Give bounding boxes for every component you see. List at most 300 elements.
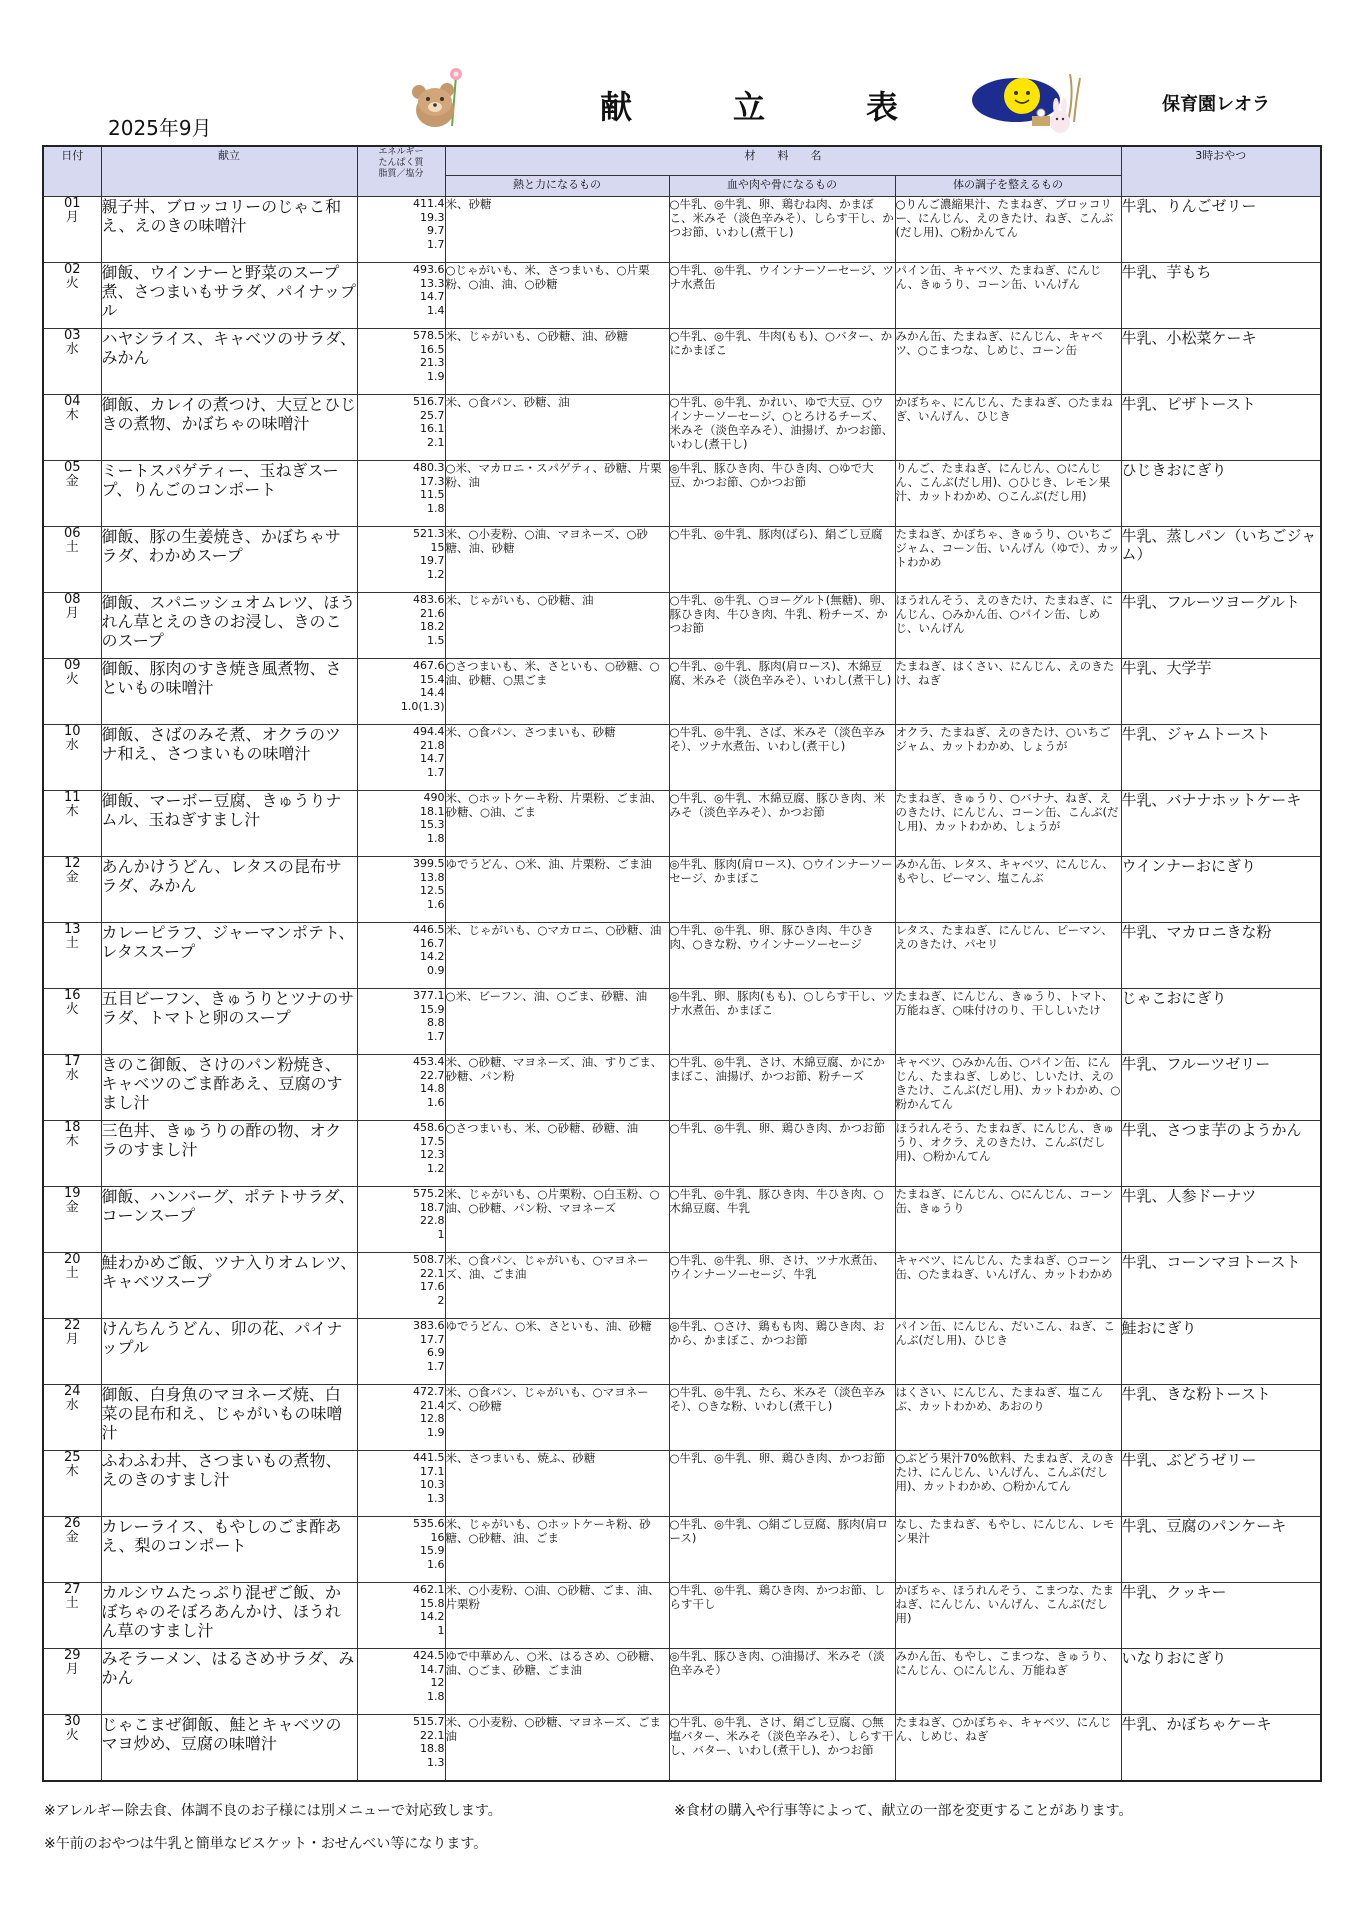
body-foods: ○牛乳、◎牛乳、さけ、木綿豆腐、かにかまぼこ、油揚げ、かつお節、粉チーズ [669, 1055, 895, 1121]
nutrition-value: 15 [430, 540, 445, 554]
body-foods: ○牛乳、◎牛乳、豚肉(肩ロース)、木綿豆腐、米みそ（淡色辛みそ）、いわし(煮干し) [669, 659, 895, 725]
header-body-foods: 血や肉や骨になるもの [669, 176, 895, 197]
table-row [43, 989, 1321, 1055]
afternoon-snack: 牛乳、マカロニきな粉 [1121, 923, 1321, 989]
nutrition-value: 494.4 [413, 725, 445, 738]
table-row [43, 1451, 1321, 1517]
date-cell [43, 527, 101, 593]
nutrition-value: 14.7 [420, 1662, 445, 1676]
nutrition-value: 508.7 [413, 1253, 445, 1266]
nutrition-cell [357, 1517, 445, 1583]
nutrition-value: 15.9 [420, 1002, 445, 1016]
condition-foods: かぼちゃ、ほうれんそう、こまつな、たまねぎ、にんじん、いんげん、こんぶ(だし用) [895, 1583, 1121, 1649]
energy-foods: 米、じゃがいも、○砂糖、油 [445, 593, 669, 659]
nutrition-cell [357, 1385, 445, 1451]
day-number: 25 [63, 1450, 81, 1465]
weekday: 水 [65, 1068, 79, 1083]
menu-dishes: あんかけうどん、レタスの昆布サラダ、みかん [101, 857, 357, 923]
body-foods: ○牛乳、◎牛乳、たら、米みそ（淡色辛みそ）、○きな粉、いわし(煮干し) [669, 1385, 895, 1451]
date-cell [43, 1517, 101, 1583]
condition-foods: パイン缶、キャベツ、たまねぎ、にんじん、きゅうり、コーン缶、いんげん [895, 263, 1121, 329]
nutrition-cell [357, 197, 445, 263]
condition-foods: ○ぶどう果汁70%飲料、たまねぎ、えのきたけ、にんじん、いんげん、こんぶ(だし用)、カットわかめ、○粉かんてん [895, 1451, 1121, 1517]
weekday: 月 [65, 1662, 79, 1677]
body-foods: ○牛乳、◎牛乳、卵、さけ、ツナ水煮缶、ウインナーソーセージ、牛乳 [669, 1253, 895, 1319]
nutrition-value: 0.9 [427, 963, 445, 977]
condition-foods: なし、たまねぎ、もやし、にんじん、レモン果汁 [895, 1517, 1121, 1583]
table-row [43, 725, 1321, 791]
menu-dishes: 鮭わかめご飯、ツナ入りオムレツ、キャベツスープ [101, 1253, 357, 1319]
nutrition-value: 1.6 [427, 1095, 445, 1109]
nutrition-value: 1.2 [427, 1161, 445, 1175]
table-row [43, 1121, 1321, 1187]
nutrition-value: 18.7 [420, 1200, 445, 1214]
nutrition-value: 1.8 [427, 501, 445, 515]
energy-foods: 米、じゃがいも、○ホットケーキ粉、砂糖、○砂糖、油、ごま [445, 1517, 669, 1583]
nutrition-value: 9.7 [427, 224, 445, 237]
weekday: 木 [65, 408, 79, 423]
nutrition-cell [357, 1319, 445, 1385]
table-row [43, 857, 1321, 923]
nutrition-value: 8.8 [427, 1016, 445, 1029]
nutrition-value: 1.4 [427, 303, 445, 317]
weekday: 金 [65, 870, 79, 885]
body-foods: ○牛乳、◎牛乳、○ヨーグルト(無糖)、卵、豚ひき肉、牛ひき肉、牛乳、粉チーズ、かつお節 [669, 593, 895, 659]
body-foods: ○牛乳、◎牛乳、かれい、ゆで大豆、○ウインナーソーセージ、○とろけるチーズ、米みそ（淡色辛みそ）、油揚げ、かつお節、いわし(煮干し) [669, 395, 895, 461]
menu-dishes: 御飯、豚肉のすき焼き風煮物、さといもの味噌汁 [101, 659, 357, 725]
menu-dishes: 五目ビーフン、きゅうりとツナのサラダ、トマトと卵のスープ [101, 989, 357, 1055]
date-cell [43, 1451, 101, 1517]
table-row [43, 1253, 1321, 1319]
menu-dishes: ふわふわ丼、さつまいもの煮物、えのきのすまし汁 [101, 1451, 357, 1517]
moon-rabbit-illustration [970, 66, 1098, 146]
table-row [43, 263, 1321, 329]
nutrition-value: 21.6 [420, 606, 445, 620]
body-foods: ○牛乳、◎牛乳、鶏ひき肉、かつお節、しらす干し [669, 1583, 895, 1649]
nutrition-value: 12 [430, 1676, 445, 1689]
nutrition-value: 14.8 [420, 1082, 445, 1095]
nutrition-value: 17.5 [420, 1134, 445, 1148]
date-cell [43, 1583, 101, 1649]
afternoon-snack: 牛乳、芋もち [1121, 263, 1321, 329]
body-foods: ○牛乳、◎牛乳、豚ひき肉、牛ひき肉、○木綿豆腐、牛乳 [669, 1187, 895, 1253]
date-cell [43, 791, 101, 857]
title-char: 立 [732, 88, 767, 126]
table-row [43, 1385, 1321, 1451]
day-number: 24 [63, 1384, 81, 1399]
nutrition-value: 535.6 [413, 1517, 445, 1530]
condition-foods: はくさい、にんじん、たまねぎ、塩こんぶ、カットわかめ、あおのり [895, 1385, 1121, 1451]
table-row [43, 1319, 1321, 1385]
nutrition-value: 1.9 [427, 369, 445, 383]
day-number: 16 [63, 988, 81, 1003]
afternoon-snack: 牛乳、きな粉トースト [1121, 1385, 1321, 1451]
nutrition-value: 2 [437, 1293, 445, 1307]
date-cell [43, 659, 101, 725]
date-cell [43, 263, 101, 329]
energy-foods: 米、○食パン、砂糖、油 [445, 395, 669, 461]
nutrition-value: 377.1 [413, 989, 445, 1002]
nutrition-value: 18.2 [420, 620, 445, 633]
afternoon-snack: いなりおにぎり [1121, 1649, 1321, 1715]
nutrition-cell [357, 989, 445, 1055]
date-cell [43, 1253, 101, 1319]
body-foods: ◎牛乳、豚肉(肩ロース)、○ウインナーソーセージ、かまぼこ [669, 857, 895, 923]
menu-dishes: カレーピラフ、ジャーマンポテト、レタススープ [101, 923, 357, 989]
date-cell [43, 1319, 101, 1385]
menu-dishes: 御飯、豚の生姜焼き、かぼちゃサラダ、わかめスープ [101, 527, 357, 593]
table-row [43, 1055, 1321, 1121]
body-foods: ○牛乳、◎牛乳、卵、鶏ひき肉、かつお節 [669, 1121, 895, 1187]
nutrition-value: 453.4 [413, 1055, 445, 1068]
nutrition-value: 1.7 [427, 1359, 445, 1373]
nutrition-value: 14.7 [420, 752, 445, 765]
energy-foods: ○さつまいも、米、さといも、○砂糖、○油、砂糖、○黒ごま [445, 659, 669, 725]
table-row [43, 461, 1321, 527]
table-row [43, 395, 1321, 461]
energy-foods: 米、○食パン、じゃがいも、○マヨネーズ、油、ごま油 [445, 1253, 669, 1319]
weekday: 水 [65, 342, 79, 357]
nutrition-value: 16.7 [420, 936, 445, 950]
table-row [43, 197, 1321, 263]
weekday: 木 [65, 1134, 79, 1149]
day-number: 13 [63, 922, 81, 937]
nutrition-value: 483.6 [413, 593, 445, 606]
nutrition-value: 15.4 [420, 672, 445, 686]
menu-dishes: カレーライス、もやしのごま酢あえ、梨のコンポート [101, 1517, 357, 1583]
nutrition-value: 15.3 [420, 818, 445, 831]
condition-foods: ○りんご濃縮果汁、たまねぎ、ブロッコリー、にんじん、えのきたけ、ねぎ、こんぶ(だし用)、○粉かんてん [895, 197, 1121, 263]
nutrition-value: 22.7 [420, 1068, 445, 1082]
header-snack: 3時おやつ [1121, 146, 1321, 197]
weekday: 金 [65, 474, 79, 489]
body-foods: ○牛乳、◎牛乳、卵、鶏むね肉、かまぼこ、米みそ（淡色辛みそ）、しらす干し、かつお節、いわし(煮干し) [669, 197, 895, 263]
day-number: 03 [63, 328, 81, 343]
energy-foods: 米、○砂糖、マヨネーズ、油、すりごま、砂糖、パン粉 [445, 1055, 669, 1121]
date-cell [43, 989, 101, 1055]
day-number: 30 [63, 1714, 81, 1729]
nutrition-value: 25.7 [420, 408, 445, 422]
day-number: 09 [63, 658, 81, 673]
nutrition-value: 399.5 [413, 857, 445, 870]
energy-foods: 米、砂糖 [445, 197, 669, 263]
nutrition-value: 493.6 [413, 263, 445, 276]
nutrition-cell [357, 593, 445, 659]
day-number: 12 [63, 856, 81, 871]
menu-dishes: 御飯、カレイの煮つけ、大豆とひじきの煮物、かぼちゃの味噌汁 [101, 395, 357, 461]
afternoon-snack: 牛乳、かぼちゃケーキ [1121, 1715, 1321, 1782]
afternoon-snack: 牛乳、フルーツヨーグルト [1121, 593, 1321, 659]
nutrition-value: 462.1 [413, 1583, 445, 1596]
nutrition-value: 16.1 [420, 422, 445, 435]
table-row [43, 923, 1321, 989]
nutrition-value: 16 [430, 1530, 445, 1544]
energy-foods: 米、じゃがいも、○マカロニ、○砂糖、油 [445, 923, 669, 989]
header-nutrition: エネルギー たんぱく質 脂質／塩分 [357, 146, 445, 197]
afternoon-snack: 牛乳、りんごゼリー [1121, 197, 1321, 263]
nutrition-value: 19.3 [420, 210, 445, 224]
nutrition-value: 515.7 [413, 1715, 445, 1728]
nutrition-value: 1.0(1.3) [400, 699, 445, 713]
nutrition-value: 22.1 [420, 1266, 445, 1280]
nutrition-value: 17.3 [420, 474, 445, 488]
body-foods: ◎牛乳、豚ひき肉、牛ひき肉、○ゆで大豆、かつお節、○かつお節 [669, 461, 895, 527]
day-number: 17 [63, 1054, 81, 1069]
nutrition-value: 18.1 [420, 804, 445, 818]
condition-foods: ほうれんそう、たまねぎ、にんじん、きゅうり、オクラ、えのきたけ、こんぶ(だし用)、○粉かんてん [895, 1121, 1121, 1187]
condition-foods: レタス、たまねぎ、にんじん、ピーマン、えのきたけ、パセリ [895, 923, 1121, 989]
day-number: 22 [63, 1318, 81, 1333]
table-row [43, 1715, 1321, 1782]
nutrition-value: 14.2 [420, 1610, 445, 1623]
table-row [43, 1517, 1321, 1583]
date-cell [43, 1385, 101, 1451]
school-name: 保育園レオラ [1162, 94, 1270, 115]
nutrition-value: 411.4 [413, 197, 445, 210]
nutrition-value: 14.4 [420, 686, 445, 699]
afternoon-snack: 鮭おにぎり [1121, 1319, 1321, 1385]
condition-foods: たまねぎ、○かぼちゃ、キャベツ、にんじん、しめじ、ねぎ [895, 1715, 1121, 1782]
day-number: 19 [63, 1186, 81, 1201]
menu-dishes: ミートスパゲティー、玉ねぎスープ、りんごのコンポート [101, 461, 357, 527]
body-foods: ○牛乳、◎牛乳、○絹ごし豆腐、豚肉(肩ロース) [669, 1517, 895, 1583]
afternoon-snack: 牛乳、バナナホットケーキ [1121, 791, 1321, 857]
date-cell [43, 197, 101, 263]
menu-dishes: 三色丼、きゅうりの酢の物、オクラのすまし汁 [101, 1121, 357, 1187]
weekday: 火 [65, 1002, 79, 1017]
weekday: 木 [65, 1464, 79, 1479]
nutrition-cell [357, 461, 445, 527]
nutrition-value: 17.1 [420, 1464, 445, 1478]
nutrition-cell [357, 329, 445, 395]
nutrition-value: 490 [423, 791, 445, 804]
afternoon-snack: 牛乳、ピザトースト [1121, 395, 1321, 461]
nutrition-value: 458.6 [413, 1121, 445, 1134]
date-cell [43, 461, 101, 527]
header-condition-foods: 体の調子を整えるもの [895, 176, 1121, 197]
afternoon-snack: 牛乳、大学芋 [1121, 659, 1321, 725]
nutrition-value: 472.7 [413, 1385, 445, 1398]
condition-foods: たまねぎ、はくさい、にんじん、えのきたけ、ねぎ [895, 659, 1121, 725]
weekday: 水 [65, 738, 79, 753]
title-char: 献 [600, 88, 635, 126]
weekday: 土 [65, 540, 79, 555]
day-number: 01 [63, 196, 81, 211]
nutrition-value: 1.6 [427, 1557, 445, 1571]
nutrition-value: 1.8 [427, 1689, 445, 1703]
condition-foods: りんご、たまねぎ、にんじん、○にんじん、こんぶ(だし用)、○ひじき、レモン果汁、カットわかめ、○こんぶ(だし用) [895, 461, 1121, 527]
header-materials: 材 料 名 [445, 146, 1121, 176]
nutrition-cell [357, 725, 445, 791]
weekday: 土 [65, 1596, 79, 1611]
afternoon-snack: 牛乳、さつま芋のようかん [1121, 1121, 1321, 1187]
nutrition-value: 1.3 [427, 1491, 445, 1505]
afternoon-snack: 牛乳、クッキー [1121, 1583, 1321, 1649]
condition-foods: かぼちゃ、にんじん、たまねぎ、○たまねぎ、いんげん、ひじき [895, 395, 1121, 461]
nutrition-value: 575.2 [413, 1187, 445, 1200]
condition-foods: みかん缶、もやし、こまつな、きゅうり、にんじん、○にんじん、万能ねぎ [895, 1649, 1121, 1715]
table-row [43, 527, 1321, 593]
nutrition-value: 22.1 [420, 1728, 445, 1742]
weekday: 金 [65, 1200, 79, 1215]
energy-foods: 米、○小麦粉、○砂糖、マヨネーズ、ごま油 [445, 1715, 669, 1782]
weekday: 水 [65, 1398, 79, 1413]
nutrition-value: 15.8 [420, 1596, 445, 1610]
table-row [43, 659, 1321, 725]
header-energy-foods: 熱と力になるもの [445, 176, 669, 197]
weekday: 木 [65, 804, 79, 819]
condition-foods: たまねぎ、きゅうり、○バナナ、ねぎ、えのきたけ、にんじん、コーン缶、こんぶ(だし用)、カットわかめ、しょうが [895, 791, 1121, 857]
nutrition-value: 1.7 [427, 237, 445, 251]
afternoon-snack: 牛乳、豆腐のパンケーキ [1121, 1517, 1321, 1583]
nutrition-value: 22.8 [420, 1214, 445, 1227]
nutrition-value: 13.3 [420, 276, 445, 290]
menu-dishes: 御飯、さばのみそ煮、オクラのツナ和え、さつまいもの味噌汁 [101, 725, 357, 791]
nutrition-value: 1.3 [427, 1755, 445, 1769]
menu-table-body [43, 197, 1321, 1782]
condition-foods: たまねぎ、かぼちゃ、きゅうり、○いちごジャム、コーン缶、いんげん（ゆで）、カットわかめ [895, 527, 1121, 593]
nutrition-value: 21.4 [420, 1398, 445, 1412]
table-row [43, 329, 1321, 395]
nutrition-value: 1.5 [427, 633, 445, 647]
nutrition-value: 383.6 [413, 1319, 445, 1332]
nutrition-value: 1.2 [427, 567, 445, 581]
nutrition-value: 1.7 [427, 1029, 445, 1043]
energy-foods: ○米、ビーフン、油、○ごま、砂糖、油 [445, 989, 669, 1055]
menu-dishes: じゃこまぜ御飯、鮭とキャベツのマヨ炒め、豆腐の味噌汁 [101, 1715, 357, 1782]
nutrition-cell [357, 263, 445, 329]
menu-dishes: みそラーメン、はるさめサラダ、みかん [101, 1649, 357, 1715]
nutrition-value: 1 [437, 1623, 445, 1637]
day-number: 10 [63, 724, 81, 739]
energy-foods: 米、○ホットケーキ粉、片栗粉、ごま油、砂糖、○油、ごま [445, 791, 669, 857]
weekday: 金 [65, 1530, 79, 1545]
energy-foods: 米、さつまいも、焼ふ、砂糖 [445, 1451, 669, 1517]
energy-foods: ○米、マカロニ・スパゲティ、砂糖、片栗粉、油 [445, 461, 669, 527]
body-foods: ○牛乳、◎牛乳、ウインナーソーセージ、ツナ水煮缶 [669, 263, 895, 329]
nutrition-value: 467.6 [413, 659, 445, 672]
weekday: 土 [65, 936, 79, 951]
day-number: 04 [63, 394, 81, 409]
menu-dishes: 御飯、ハンバーグ、ポテトサラダ、コーンスープ [101, 1187, 357, 1253]
condition-foods: みかん缶、たまねぎ、にんじん、キャベツ、○こまつな、しめじ、コーン缶 [895, 329, 1121, 395]
day-number: 26 [63, 1516, 81, 1531]
afternoon-snack: 牛乳、小松菜ケーキ [1121, 329, 1321, 395]
condition-foods: オクラ、たまねぎ、えのきたけ、○いちごジャム、カットわかめ、しょうが [895, 725, 1121, 791]
nutrition-value: 1.8 [427, 831, 445, 845]
nutrition-value: 424.5 [413, 1649, 445, 1662]
menu-dishes: 親子丼、ブロッコリーのじゃこ和え、えのきの味噌汁 [101, 197, 357, 263]
weekday: 土 [65, 1266, 79, 1281]
condition-foods: ほうれんそう、えのきたけ、たまねぎ、にんじん、○みかん缶、○パイン缶、しめじ、いんげん [895, 593, 1121, 659]
nutrition-value: 2.1 [427, 435, 445, 449]
date-cell [43, 329, 101, 395]
menu-dishes: 御飯、スパニッシュオムレツ、ほうれん草とえのきのお浸し、きのこのスープ [101, 593, 357, 659]
day-number: 06 [63, 526, 81, 541]
nutrition-value: 14.2 [420, 950, 445, 963]
nutrition-value: 441.5 [413, 1451, 445, 1464]
date-cell [43, 725, 101, 791]
nutrition-value: 1.9 [427, 1425, 445, 1439]
date-cell [43, 923, 101, 989]
nutrition-value: 578.5 [413, 329, 445, 342]
note-morning-snack: ※午前のおやつは牛乳と簡単なビスケット・おせんべい等になります。 [44, 1836, 488, 1852]
page-title [600, 82, 900, 128]
date-cell [43, 1715, 101, 1782]
nutrition-cell [357, 527, 445, 593]
nutrition-value: 19.7 [420, 554, 445, 567]
body-foods: ◎牛乳、豚ひき肉、○油揚げ、米みそ（淡色辛みそ） [669, 1649, 895, 1715]
nutrition-value: 14.7 [420, 290, 445, 303]
energy-foods: ○さつまいも、米、○砂糖、砂糖、油 [445, 1121, 669, 1187]
weekday: 月 [65, 606, 79, 621]
afternoon-snack: 牛乳、蒸しパン（いちごジャム） [1121, 527, 1321, 593]
day-number: 29 [63, 1648, 81, 1663]
weekday: 月 [65, 1332, 79, 1347]
date-cell [43, 1187, 101, 1253]
date-cell [43, 857, 101, 923]
date-cell [43, 1649, 101, 1715]
day-number: 02 [63, 262, 81, 277]
day-number: 18 [63, 1120, 81, 1135]
table-row [43, 1583, 1321, 1649]
nutrition-cell [357, 923, 445, 989]
nutrition-value: 12.3 [420, 1148, 445, 1161]
afternoon-snack: じゃこおにぎり [1121, 989, 1321, 1055]
afternoon-snack: 牛乳、コーンマヨトースト [1121, 1253, 1321, 1319]
nutrition-cell [357, 1583, 445, 1649]
menu-dishes: 御飯、白身魚のマヨネーズ焼、白菜の昆布和え、じゃがいもの味噌汁 [101, 1385, 357, 1451]
menu-dishes: 御飯、ウインナーと野菜のスープ煮、さつまいもサラダ、パイナップル [101, 263, 357, 329]
condition-foods: たまねぎ、にんじん、きゅうり、トマト、万能ねぎ、○味付けのり、干ししいたけ [895, 989, 1121, 1055]
condition-foods: たまねぎ、にんじん、○にんじん、コーン缶、きゅうり [895, 1187, 1121, 1253]
date-cell [43, 1121, 101, 1187]
menu-month: 2025年9月 [108, 116, 212, 140]
day-number: 27 [63, 1582, 81, 1597]
menu-dishes: きのこ御飯、さけのパン粉焼き、キャベツのごま酢あえ、豆腐のすまし汁 [101, 1055, 357, 1121]
table-row [43, 1649, 1321, 1715]
weekday: 火 [65, 1728, 79, 1743]
date-cell [43, 593, 101, 659]
nutrition-value: 6.9 [427, 1346, 445, 1359]
nutrition-value: 13.8 [420, 870, 445, 884]
body-foods: ○牛乳、◎牛乳、卵、豚ひき肉、牛ひき肉、○きな粉、ウインナーソーセージ [669, 923, 895, 989]
menu-dishes: ハヤシライス、キャベツのサラダ、みかん [101, 329, 357, 395]
menu-dishes: 御飯、マーボー豆腐、きゅうりナムル、玉ねぎすまし汁 [101, 791, 357, 857]
table-row [43, 1187, 1321, 1253]
condition-foods: みかん缶、レタス、キャベツ、にんじん、もやし、ピーマン、塩こんぶ [895, 857, 1121, 923]
header-day: 日付 [43, 146, 101, 197]
nutrition-cell [357, 395, 445, 461]
body-foods: ○牛乳、◎牛乳、豚肉(ばら)、絹ごし豆腐 [669, 527, 895, 593]
condition-foods: キャベツ、にんじん、たまねぎ、○コーン缶、○たまねぎ、いんげん、カットわかめ [895, 1253, 1121, 1319]
nutrition-cell [357, 857, 445, 923]
weekday: 月 [65, 210, 79, 225]
afternoon-snack: 牛乳、人参ドーナツ [1121, 1187, 1321, 1253]
menu-dishes: けんちんうどん、卯の花、パイナップル [101, 1319, 357, 1385]
nutrition-value: 17.7 [420, 1332, 445, 1346]
title-char: 表 [865, 88, 900, 126]
body-foods: ◎牛乳、卵、豚肉(もも)、○しらす干し、ツナ水煮缶、かまぼこ [669, 989, 895, 1055]
footer-notes [44, 1795, 1314, 1861]
nutrition-value: 12.5 [420, 884, 445, 897]
energy-foods: ゆで中華めん、○米、はるさめ、○砂糖、油、○ごま、砂糖、ごま油 [445, 1649, 669, 1715]
nutrition-cell [357, 1649, 445, 1715]
afternoon-snack: ウインナーおにぎり [1121, 857, 1321, 923]
afternoon-snack: ひじきおにぎり [1121, 461, 1321, 527]
nutrition-value: 12.8 [420, 1412, 445, 1425]
nutrition-cell [357, 659, 445, 725]
